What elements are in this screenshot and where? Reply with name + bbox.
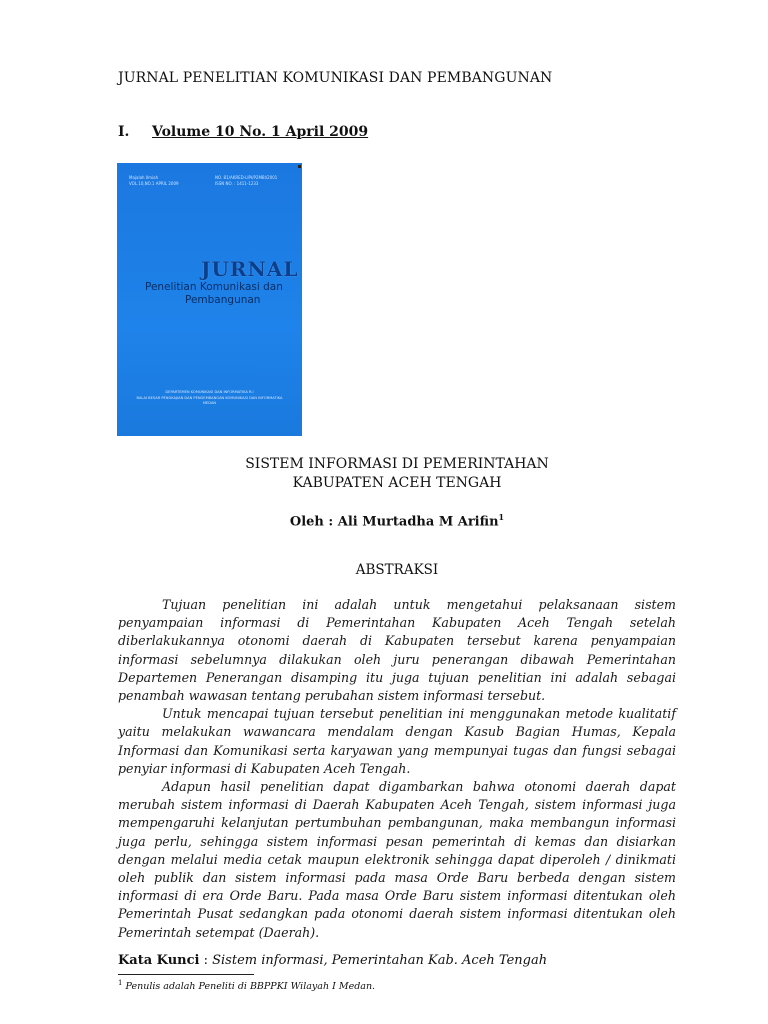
journal-title: JURNAL PENELITIAN KOMUNIKASI DAN PEMBANGUNAN xyxy=(118,70,553,86)
section-number: I. xyxy=(118,124,130,140)
cover-subtitle-line1: Penelitian Komunikasi dan xyxy=(145,281,283,293)
author-name: Oleh : Ali Murtadha M Arifin xyxy=(289,514,499,530)
paper-title: SISTEM INFORMASI DI PEMERINTAHAN KABUPATEN ACEH TENGAH xyxy=(245,456,549,491)
keywords-separator: : xyxy=(199,953,213,968)
abstract-body xyxy=(118,596,676,942)
cover-department: DEPARTEMEN KOMUNIKASI DAN INFORMATIKA R.I BALAI BESAR PENGKAJIAN DAN PENGEMBANGAN KOMUNIKASI DAN INFORMATIKA MEDAN xyxy=(136,390,283,405)
footnote-mark: 1 xyxy=(118,979,123,987)
keywords-line xyxy=(118,953,678,968)
abstract-paragraph: Untuk mencapai tujuan tersebut penelitian ini menggunakan metode kualitatif yaitu melakukan wawancara mendalam dengan Kasub Bagian Humas, Kepala Informasi dan Komunikasi serta karyawan yang mempunyai tugas dan fungsi sebagai penyiar informasi di Kabupaten Aceh Tengah. xyxy=(118,706,676,776)
abstract-paragraph: Tujuan penelitian ini adalah untuk mengetahui pelaksanaan sistem penyampaian informasi di Pemerintahan Kabupaten Aceh Tengah setelah diberlakukannya otonomi daerah di Kabupaten tersebut karena penyampaian informasi sebelumnya dilakukan oleh juru penerangan dibawah Pemerintahan Departemen Penerangan disamping itu juga tujuan penelitian ini adalah sebagai penambah wawasan tentang perubahan sistem informasi tersebut. xyxy=(118,597,676,704)
journal-cover-image xyxy=(117,163,302,436)
keywords-label: Kata Kunci xyxy=(118,953,200,968)
cover-subtitle-line2: Pembangunan xyxy=(185,294,261,306)
volume-heading xyxy=(118,124,368,140)
cover-meta-right: NO. 81/AKRED-LIPI/P2MBI/2001 ISSN NO. : 1411-1233 xyxy=(215,175,278,186)
footnote xyxy=(118,979,375,992)
author-footnote-mark: 1 xyxy=(498,512,505,522)
abstract-heading: ABSTRAKSI xyxy=(355,562,439,578)
cover-jurnal-word: JURNAL xyxy=(201,257,299,281)
keywords-value: Sistem informasi, Pemerintahan Kab. Aceh Tengah xyxy=(212,953,548,968)
footnote-text: Penulis adalah Peneliti di BBPPKI Wilayah I Medan. xyxy=(122,981,376,993)
cover-corner-mark xyxy=(298,165,301,168)
abstract-paragraph: Adapun hasil penelitian dapat digambarkan bahwa otonomi daerah dapat merubah sistem informasi di Daerah Kabupaten Aceh Tengah, sistem informasi juga mempengaruhi kelanjutan pertumbuhan pembangunan, maka membangun informasi juga perlu, sehingga sistem informasi pesan pemerintah di kemas dan disiarkan dengan melalui media cetak maupun elektronik sehingga dapat diperoleh / dinikmati oleh publik dan sistem informasi pada masa Orde Baru berbeda dengan sistem informasi di era Orde Baru. Pada masa Orde Baru sistem informasi ditentukan oleh Pemerintah Pusat sedangkan pada otonomi daerah sistem informasi ditentukan oleh Pemerintah setempat (Daerah). xyxy=(118,779,676,940)
volume-label: Volume 10 No. 1 April 2009 xyxy=(152,124,369,140)
cover-meta-left: Majalah Ilmiah VOL.10,NO.1 APRIL 2009 xyxy=(129,175,179,186)
footnote-divider xyxy=(118,974,254,975)
author-line xyxy=(118,512,676,529)
